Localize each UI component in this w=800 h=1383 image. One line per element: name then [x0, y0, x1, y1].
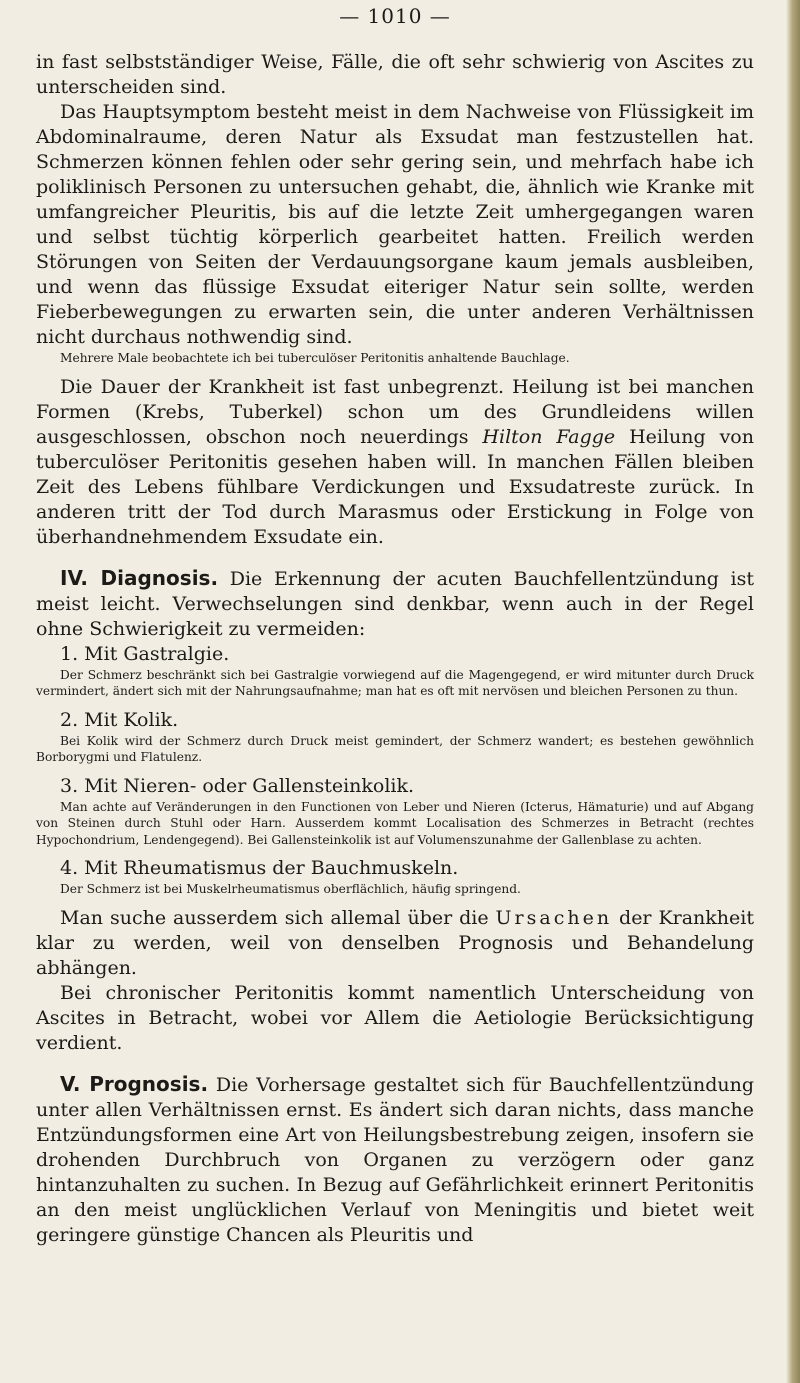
section-prognosis — [36, 1072, 754, 1248]
note-gastralgie: Der Schmerz beschränkt sich bei Gastralgie vorwiegend auf die Magengegend, er wird mitunter durch Druck vermindert, ändert sich mit der Nahrungsaufnahme; man hat es oft mit nervösen und bleichen Personen zu thun. — [36, 667, 754, 698]
note-kolik: Bei Kolik wird der Schmerz durch Druck meist gemindert, der Schmerz wandert; es bestehen gewöhnlich Borborygmi und Flatulenz. — [36, 733, 754, 764]
paragraph-duration — [36, 375, 754, 550]
author-name: Hilton Fagge — [482, 425, 616, 448]
page-number: — 1010 — — [339, 4, 451, 28]
page-text — [36, 50, 754, 1248]
item-kolik: 2. Mit Kolik. — [60, 708, 179, 731]
causes-text-a: Man suche ausserdem sich allemal über die — [60, 906, 496, 929]
causes-text-b: der Krankheit klar zu werden, weil von denselben Prognosis und Behandelung abhängen. — [36, 906, 754, 979]
section-diagnosis — [36, 566, 754, 642]
causes-emphasis: Ursachen — [495, 906, 613, 929]
page-edge-shadow — [786, 0, 800, 1383]
paragraph-continuation: in fast selbstständiger Weise, Fälle, die oft sehr schwierig von Ascites zu unterscheiden sind. — [36, 51, 754, 98]
prognosis-text: Die Vorhersage gestaltet sich für Bauchfellentzündung unter allen Verhältnissen ernst. Es ändert sich daran nichts, dass manche Entzündungsformen eine Art von Heilungsbestrebung zeigen, insofern sie drohenden Durchbruch von Organen zu verzögern oder ganz hintanzuhalten zu suchen. In Bezug auf Gefährlichkeit erinnert Peritonitis an den meist unglücklichen Verlauf von Meningitis und bietet weit geringere günstige Chancen als Pleuritis und — [36, 1073, 755, 1246]
duration-text-a: Die Dauer der Krankheit ist fast unbegrenzt. Heilung ist bei manchen Formen (Krebs, Tuberkel) schon um des Grundleidens willen ausgeschlossen, obschon noch neuerdings — [36, 375, 754, 448]
note-rheumatismus: Der Schmerz ist bei Muskelrheumatismus oberflächlich, häufig springend. — [60, 882, 521, 896]
note-bauchlage: Mehrere Male beobachtete ich bei tuberculöser Peritonitis anhaltende Bauchlage. — [60, 351, 570, 365]
item-nieren-gallensteinkolik: 3. Mit Nieren- oder Gallensteinkolik. — [60, 774, 415, 797]
diagnosis-heading: IV. Diagnosis. — [60, 565, 219, 590]
duration-text-b: Heilung von tuberculöser Peritonitis gesehen haben will. In manchen Fällen bleiben Zeit des Lebens fühlbare Verdickungen und Exsudatreste zurück. In anderen tritt der Tod durch Marasmus oder Erstickung in Folge von überhandnehmendem Exsudate ein. — [36, 425, 754, 548]
book-page — [36, 0, 754, 1383]
prognosis-heading: V. Prognosis. — [60, 1071, 209, 1096]
diagnosis-text: Die Erkennung der acuten Bauchfellentzündung ist meist leicht. Verwechselungen sind denkbar, wenn auch in der Regel ohne Schwierigkeit zu vermeiden: — [36, 567, 754, 640]
item-gastralgie: 1. Mit Gastralgie. — [60, 642, 230, 665]
paragraph-causes — [36, 906, 754, 981]
item-rheumatismus: 4. Mit Rheumatismus der Bauchmuskeln. — [60, 857, 459, 879]
paragraph-chronic: Bei chronischer Peritonitis kommt namentlich Unterscheidung von Ascites in Betracht, wobei vor Allem die Aetiologie Berücksichtigung verdient. — [36, 981, 754, 1054]
paragraph-main-symptom: Das Hauptsymptom besteht meist in dem Nachweise von Flüssigkeit im Abdominalraume, deren Natur als Exsudat man festzustellen hat. Schmerzen können fehlen oder sehr gering sein, und mehrfach habe ich poliklinisch Personen zu untersuchen gehabt, die, ähnlich wie Kranke mit umfangreicher Pleuritis, bis auf die letzte Zeit umhergegangen waren und selbst tüchtig körperlich gearbeitet hatten. Freilich werden Störungen von Seiten der Verdauungsorgane kaum jemals ausbleiben, und wenn das flüssige Exsudat eiteriger Natur sein sollte, werden Fieberbewegungen zu erwarten sein, die unter anderen Verhältnissen nicht durchaus nothwendig sind. — [36, 101, 754, 348]
note-nieren-gallensteinkolik: Man achte auf Veränderungen in den Functionen von Leber und Nieren (Icterus, Hämaturie) und auf Abgang von Steinen durch Stuhl oder Harn. Ausserdem kommt Localisation des Schmerzes in Betracht (rechtes Hypochondrium, Lendengegend). Bei Gallensteinkolik ist auf Volumenszunahme der Gallenblase zu achten. — [36, 799, 754, 847]
